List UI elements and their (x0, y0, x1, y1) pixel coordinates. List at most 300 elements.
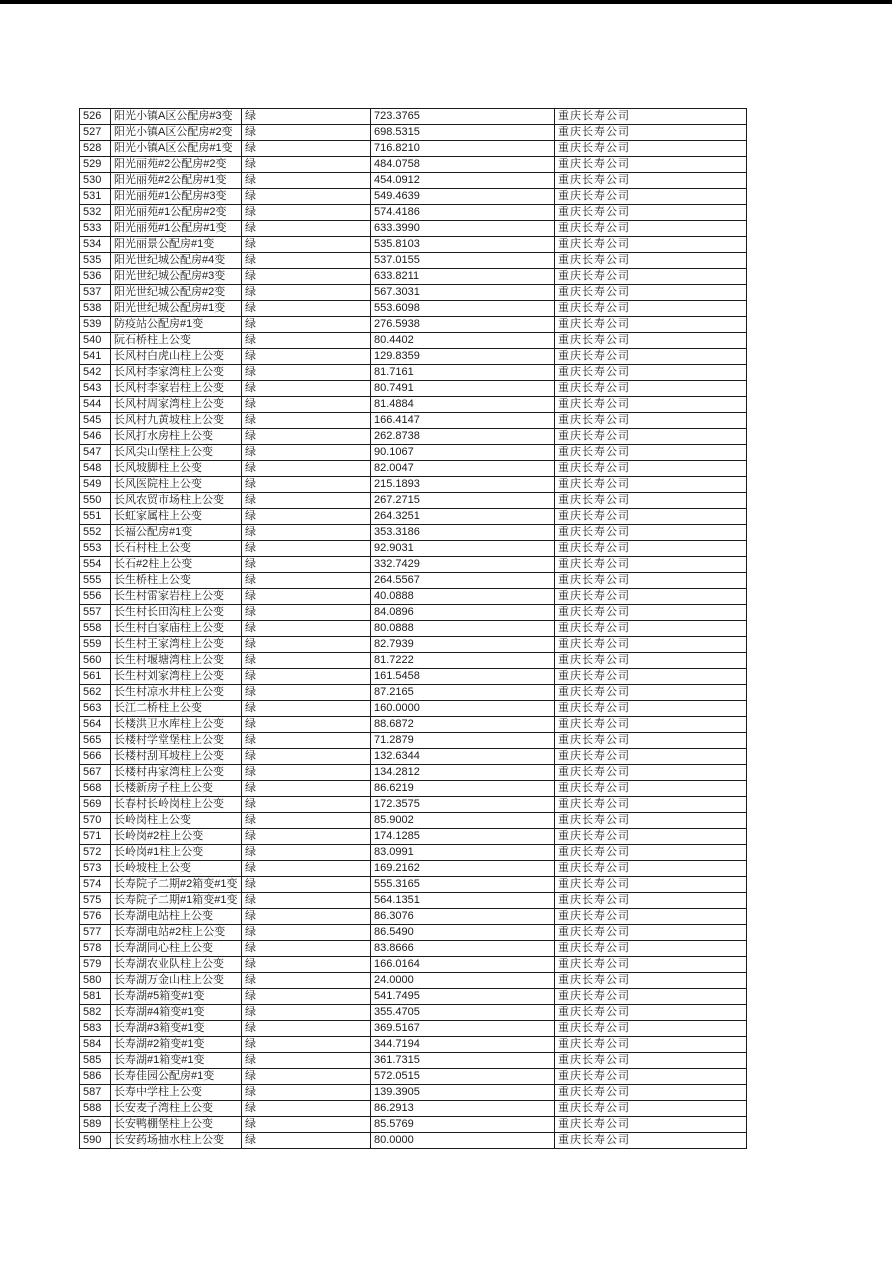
table-row (80, 173, 747, 189)
table-row (80, 717, 747, 733)
company-cell: 重庆长寿公司 (555, 141, 747, 157)
status-cell: 绿 (242, 1085, 371, 1101)
company-cell: 重庆长寿公司 (555, 125, 747, 141)
name-cell: 长寿湖#1箱变#1变 (111, 1053, 242, 1069)
status-cell: 绿 (242, 413, 371, 429)
status-cell: 绿 (242, 429, 371, 445)
status-cell: 绿 (242, 1117, 371, 1133)
row-id-cell: 529 (80, 157, 111, 173)
table-row (80, 797, 747, 813)
value-cell: 86.3076 (371, 909, 555, 925)
company-cell: 重庆长寿公司 (555, 317, 747, 333)
row-id-cell: 560 (80, 653, 111, 669)
status-cell: 绿 (242, 797, 371, 813)
row-id-cell: 532 (80, 205, 111, 221)
name-cell: 阳光小镇A区公配房#3变 (111, 109, 242, 125)
name-cell: 长寿湖万金山柱上公变 (111, 973, 242, 989)
value-cell: 454.0912 (371, 173, 555, 189)
name-cell: 长风村李家岩柱上公变 (111, 381, 242, 397)
row-id-cell: 549 (80, 477, 111, 493)
status-cell: 绿 (242, 685, 371, 701)
row-id-cell: 537 (80, 285, 111, 301)
value-cell: 716.8210 (371, 141, 555, 157)
name-cell: 长风坡脚柱上公变 (111, 461, 242, 477)
value-cell: 166.0164 (371, 957, 555, 973)
value-cell: 80.0000 (371, 1133, 555, 1149)
company-cell: 重庆长寿公司 (555, 861, 747, 877)
company-cell: 重庆长寿公司 (555, 909, 747, 925)
table-row (80, 733, 747, 749)
name-cell: 长寿院子二期#2箱变#1变 (111, 877, 242, 893)
value-cell: 92.9031 (371, 541, 555, 557)
name-cell: 长岭坡柱上公变 (111, 861, 242, 877)
table-row (80, 541, 747, 557)
table-row (80, 189, 747, 205)
value-cell: 132.6344 (371, 749, 555, 765)
row-id-cell: 547 (80, 445, 111, 461)
name-cell: 阳光世纪城公配房#3变 (111, 269, 242, 285)
value-cell: 24.0000 (371, 973, 555, 989)
value-cell: 86.5490 (371, 925, 555, 941)
name-cell: 长安药场抽水柱上公变 (111, 1133, 242, 1149)
name-cell: 长生桥柱上公变 (111, 573, 242, 589)
table-row (80, 701, 747, 717)
value-cell: 553.6098 (371, 301, 555, 317)
table-row (80, 1021, 747, 1037)
status-cell: 绿 (242, 173, 371, 189)
name-cell: 长寿湖同心柱上公变 (111, 941, 242, 957)
status-cell: 绿 (242, 285, 371, 301)
row-id-cell: 581 (80, 989, 111, 1005)
status-cell: 绿 (242, 317, 371, 333)
value-cell: 85.9002 (371, 813, 555, 829)
table-row (80, 1133, 747, 1149)
company-cell: 重庆长寿公司 (555, 605, 747, 621)
status-cell: 绿 (242, 573, 371, 589)
status-cell: 绿 (242, 653, 371, 669)
value-cell: 276.5938 (371, 317, 555, 333)
name-cell: 长寿湖#5箱变#1变 (111, 989, 242, 1005)
table-row (80, 253, 747, 269)
status-cell: 绿 (242, 973, 371, 989)
row-id-cell: 538 (80, 301, 111, 317)
table-row (80, 509, 747, 525)
company-cell: 重庆长寿公司 (555, 1037, 747, 1053)
name-cell: 长楼新房子柱上公变 (111, 781, 242, 797)
table-row (80, 285, 747, 301)
company-cell: 重庆长寿公司 (555, 237, 747, 253)
table-row (80, 605, 747, 621)
row-id-cell: 536 (80, 269, 111, 285)
company-cell: 重庆长寿公司 (555, 541, 747, 557)
table-row (80, 397, 747, 413)
table-row (80, 957, 747, 973)
value-cell: 160.0000 (371, 701, 555, 717)
status-cell: 绿 (242, 557, 371, 573)
table-row (80, 205, 747, 221)
row-id-cell: 573 (80, 861, 111, 877)
status-cell: 绿 (242, 397, 371, 413)
row-id-cell: 570 (80, 813, 111, 829)
status-cell: 绿 (242, 1005, 371, 1021)
value-cell: 81.4884 (371, 397, 555, 413)
status-cell: 绿 (242, 749, 371, 765)
row-id-cell: 546 (80, 429, 111, 445)
table-row (80, 477, 747, 493)
row-id-cell: 541 (80, 349, 111, 365)
row-id-cell: 561 (80, 669, 111, 685)
table-row (80, 429, 747, 445)
name-cell: 阳光丽苑#2公配房#1变 (111, 173, 242, 189)
status-cell: 绿 (242, 957, 371, 973)
name-cell: 长江二桥柱上公变 (111, 701, 242, 717)
status-cell: 绿 (242, 941, 371, 957)
row-id-cell: 555 (80, 573, 111, 589)
row-id-cell: 578 (80, 941, 111, 957)
table-row (80, 125, 747, 141)
table-row (80, 781, 747, 797)
name-cell: 长生村刘家湾柱上公变 (111, 669, 242, 685)
row-id-cell: 527 (80, 125, 111, 141)
table-row (80, 333, 747, 349)
value-cell: 81.7222 (371, 653, 555, 669)
company-cell: 重庆长寿公司 (555, 925, 747, 941)
status-cell: 绿 (242, 781, 371, 797)
status-cell: 绿 (242, 717, 371, 733)
company-cell: 重庆长寿公司 (555, 109, 747, 125)
value-cell: 40.0888 (371, 589, 555, 605)
table-row (80, 845, 747, 861)
status-cell: 绿 (242, 701, 371, 717)
name-cell: 长寿湖#4箱变#1变 (111, 1005, 242, 1021)
status-cell: 绿 (242, 1053, 371, 1069)
row-id-cell: 574 (80, 877, 111, 893)
status-cell: 绿 (242, 669, 371, 685)
row-id-cell: 586 (80, 1069, 111, 1085)
name-cell: 长楼洪卫水库柱上公变 (111, 717, 242, 733)
table-row (80, 141, 747, 157)
name-cell: 长风农贸市场柱上公变 (111, 493, 242, 509)
company-cell: 重庆长寿公司 (555, 301, 747, 317)
value-cell: 85.5769 (371, 1117, 555, 1133)
value-cell: 81.7161 (371, 365, 555, 381)
row-id-cell: 584 (80, 1037, 111, 1053)
row-id-cell: 566 (80, 749, 111, 765)
value-cell: 332.7429 (371, 557, 555, 573)
row-id-cell: 554 (80, 557, 111, 573)
name-cell: 阳光丽苑#1公配房#1变 (111, 221, 242, 237)
row-id-cell: 540 (80, 333, 111, 349)
value-cell: 537.0155 (371, 253, 555, 269)
row-id-cell: 583 (80, 1021, 111, 1037)
status-cell: 绿 (242, 909, 371, 925)
table-row (80, 237, 747, 253)
status-cell: 绿 (242, 109, 371, 125)
name-cell: 长安麦子湾柱上公变 (111, 1101, 242, 1117)
status-cell: 绿 (242, 205, 371, 221)
company-cell: 重庆长寿公司 (555, 1069, 747, 1085)
status-cell: 绿 (242, 509, 371, 525)
value-cell: 134.2812 (371, 765, 555, 781)
company-cell: 重庆长寿公司 (555, 829, 747, 845)
name-cell: 长生村长田沟柱上公变 (111, 605, 242, 621)
company-cell: 重庆长寿公司 (555, 845, 747, 861)
row-id-cell: 564 (80, 717, 111, 733)
row-id-cell: 533 (80, 221, 111, 237)
company-cell: 重庆长寿公司 (555, 1053, 747, 1069)
row-id-cell: 552 (80, 525, 111, 541)
value-cell: 87.2165 (371, 685, 555, 701)
name-cell: 长风村李家湾柱上公变 (111, 365, 242, 381)
value-cell: 567.3031 (371, 285, 555, 301)
name-cell: 阮石桥柱上公变 (111, 333, 242, 349)
name-cell: 阳光丽苑#1公配房#2变 (111, 205, 242, 221)
name-cell: 长风打水房柱上公变 (111, 429, 242, 445)
table-row (80, 909, 747, 925)
company-cell: 重庆长寿公司 (555, 893, 747, 909)
company-cell: 重庆长寿公司 (555, 669, 747, 685)
row-id-cell: 545 (80, 413, 111, 429)
status-cell: 绿 (242, 861, 371, 877)
company-cell: 重庆长寿公司 (555, 1005, 747, 1021)
row-id-cell: 563 (80, 701, 111, 717)
name-cell: 长福公配房#1变 (111, 525, 242, 541)
name-cell: 阳光小镇A区公配房#1变 (111, 141, 242, 157)
table-row (80, 621, 747, 637)
table-row (80, 109, 747, 125)
status-cell: 绿 (242, 845, 371, 861)
name-cell: 长石村柱上公变 (111, 541, 242, 557)
value-cell: 633.3990 (371, 221, 555, 237)
value-cell: 86.2913 (371, 1101, 555, 1117)
status-cell: 绿 (242, 349, 371, 365)
company-cell: 重庆长寿公司 (555, 429, 747, 445)
value-cell: 80.4402 (371, 333, 555, 349)
table-row (80, 445, 747, 461)
table-row (80, 493, 747, 509)
company-cell: 重庆长寿公司 (555, 157, 747, 173)
company-cell: 重庆长寿公司 (555, 749, 747, 765)
row-id-cell: 576 (80, 909, 111, 925)
table-row (80, 573, 747, 589)
status-cell: 绿 (242, 893, 371, 909)
status-cell: 绿 (242, 1069, 371, 1085)
company-cell: 重庆长寿公司 (555, 445, 747, 461)
name-cell: 阳光丽景公配房#1变 (111, 237, 242, 253)
row-id-cell: 585 (80, 1053, 111, 1069)
name-cell: 长岭岗柱上公变 (111, 813, 242, 829)
table-row (80, 349, 747, 365)
name-cell: 长寿佳园公配房#1变 (111, 1069, 242, 1085)
company-cell: 重庆长寿公司 (555, 1085, 747, 1101)
name-cell: 长寿湖#3箱变#1变 (111, 1021, 242, 1037)
table-row (80, 1037, 747, 1053)
value-cell: 535.8103 (371, 237, 555, 253)
row-id-cell: 530 (80, 173, 111, 189)
value-cell: 90.1067 (371, 445, 555, 461)
status-cell: 绿 (242, 1133, 371, 1149)
row-id-cell: 567 (80, 765, 111, 781)
row-id-cell: 550 (80, 493, 111, 509)
value-cell: 82.7939 (371, 637, 555, 653)
table-row (80, 1005, 747, 1021)
value-cell: 264.3251 (371, 509, 555, 525)
company-cell: 重庆长寿公司 (555, 173, 747, 189)
company-cell: 重庆长寿公司 (555, 813, 747, 829)
row-id-cell: 535 (80, 253, 111, 269)
value-cell: 549.4639 (371, 189, 555, 205)
value-cell: 355.4705 (371, 1005, 555, 1021)
value-cell: 344.7194 (371, 1037, 555, 1053)
status-cell: 绿 (242, 333, 371, 349)
company-cell: 重庆长寿公司 (555, 717, 747, 733)
company-cell: 重庆长寿公司 (555, 701, 747, 717)
company-cell: 重庆长寿公司 (555, 349, 747, 365)
company-cell: 重庆长寿公司 (555, 253, 747, 269)
company-cell: 重庆长寿公司 (555, 765, 747, 781)
company-cell: 重庆长寿公司 (555, 1101, 747, 1117)
company-cell: 重庆长寿公司 (555, 1117, 747, 1133)
table-row (80, 301, 747, 317)
status-cell: 绿 (242, 1021, 371, 1037)
value-cell: 572.0515 (371, 1069, 555, 1085)
table-row (80, 637, 747, 653)
table-row (80, 653, 747, 669)
table-row (80, 365, 747, 381)
name-cell: 长寿湖电站#2柱上公变 (111, 925, 242, 941)
name-cell: 长春村长岭岗柱上公变 (111, 797, 242, 813)
name-cell: 长风尖山堡柱上公变 (111, 445, 242, 461)
value-cell: 484.0758 (371, 157, 555, 173)
status-cell: 绿 (242, 269, 371, 285)
value-cell: 723.3765 (371, 109, 555, 125)
row-id-cell: 539 (80, 317, 111, 333)
status-cell: 绿 (242, 589, 371, 605)
row-id-cell: 568 (80, 781, 111, 797)
name-cell: 长生村王家湾柱上公变 (111, 637, 242, 653)
company-cell: 重庆长寿公司 (555, 1133, 747, 1149)
value-cell: 83.0991 (371, 845, 555, 861)
name-cell: 阳光丽苑#1公配房#3变 (111, 189, 242, 205)
value-cell: 88.6872 (371, 717, 555, 733)
row-id-cell: 588 (80, 1101, 111, 1117)
status-cell: 绿 (242, 765, 371, 781)
company-cell: 重庆长寿公司 (555, 973, 747, 989)
name-cell: 长寿院子二期#1箱变#1变 (111, 893, 242, 909)
status-cell: 绿 (242, 381, 371, 397)
status-cell: 绿 (242, 237, 371, 253)
company-cell: 重庆长寿公司 (555, 365, 747, 381)
name-cell: 长风村九黄坡柱上公变 (111, 413, 242, 429)
name-cell: 长虹家属柱上公变 (111, 509, 242, 525)
table-row (80, 925, 747, 941)
value-cell: 264.5567 (371, 573, 555, 589)
company-cell: 重庆长寿公司 (555, 637, 747, 653)
name-cell: 长风村周家湾柱上公变 (111, 397, 242, 413)
row-id-cell: 572 (80, 845, 111, 861)
company-cell: 重庆长寿公司 (555, 941, 747, 957)
row-id-cell: 528 (80, 141, 111, 157)
status-cell: 绿 (242, 733, 371, 749)
table-row (80, 765, 747, 781)
name-cell: 阳光丽苑#2公配房#2变 (111, 157, 242, 173)
table-row (80, 317, 747, 333)
status-cell: 绿 (242, 525, 371, 541)
value-cell: 555.3165 (371, 877, 555, 893)
row-id-cell: 558 (80, 621, 111, 637)
row-id-cell: 577 (80, 925, 111, 941)
company-cell: 重庆长寿公司 (555, 733, 747, 749)
table-row (80, 461, 747, 477)
status-cell: 绿 (242, 125, 371, 141)
name-cell: 长生村雷家岩柱上公变 (111, 589, 242, 605)
value-cell: 353.3186 (371, 525, 555, 541)
company-cell: 重庆长寿公司 (555, 221, 747, 237)
name-cell: 长风医院柱上公变 (111, 477, 242, 493)
row-id-cell: 556 (80, 589, 111, 605)
table-row (80, 829, 747, 845)
company-cell: 重庆长寿公司 (555, 573, 747, 589)
company-cell: 重庆长寿公司 (555, 1021, 747, 1037)
company-cell: 重庆长寿公司 (555, 957, 747, 973)
company-cell: 重庆长寿公司 (555, 493, 747, 509)
row-id-cell: 587 (80, 1085, 111, 1101)
company-cell: 重庆长寿公司 (555, 205, 747, 221)
status-cell: 绿 (242, 445, 371, 461)
table-row (80, 525, 747, 541)
value-cell: 633.8211 (371, 269, 555, 285)
status-cell: 绿 (242, 1037, 371, 1053)
table-row (80, 381, 747, 397)
company-cell: 重庆长寿公司 (555, 685, 747, 701)
row-id-cell: 557 (80, 605, 111, 621)
name-cell: 长寿湖农业队柱上公变 (111, 957, 242, 973)
value-cell: 174.1285 (371, 829, 555, 845)
table-row (80, 1101, 747, 1117)
name-cell: 长生村堰塘湾柱上公变 (111, 653, 242, 669)
value-cell: 267.2715 (371, 493, 555, 509)
status-cell: 绿 (242, 141, 371, 157)
table-row (80, 157, 747, 173)
name-cell: 长安鸭棚堡柱上公变 (111, 1117, 242, 1133)
row-id-cell: 575 (80, 893, 111, 909)
value-cell: 86.6219 (371, 781, 555, 797)
table-row (80, 941, 747, 957)
row-id-cell: 562 (80, 685, 111, 701)
name-cell: 阳光世纪城公配房#2变 (111, 285, 242, 301)
row-id-cell: 559 (80, 637, 111, 653)
transformer-table (79, 108, 747, 1149)
table-row (80, 557, 747, 573)
company-cell: 重庆长寿公司 (555, 797, 747, 813)
name-cell: 长岭岗#1柱上公变 (111, 845, 242, 861)
status-cell: 绿 (242, 189, 371, 205)
name-cell: 长生村凉水井柱上公变 (111, 685, 242, 701)
value-cell: 71.2879 (371, 733, 555, 749)
table-row (80, 861, 747, 877)
name-cell: 阳光世纪城公配房#1变 (111, 301, 242, 317)
company-cell: 重庆长寿公司 (555, 189, 747, 205)
name-cell: 长楼村学堂堡柱上公变 (111, 733, 242, 749)
table-row (80, 893, 747, 909)
status-cell: 绿 (242, 813, 371, 829)
company-cell: 重庆长寿公司 (555, 413, 747, 429)
value-cell: 262.8738 (371, 429, 555, 445)
name-cell: 长风村白虎山柱上公变 (111, 349, 242, 365)
row-id-cell: 551 (80, 509, 111, 525)
page-top-rule (0, 0, 892, 4)
value-cell: 215.1893 (371, 477, 555, 493)
